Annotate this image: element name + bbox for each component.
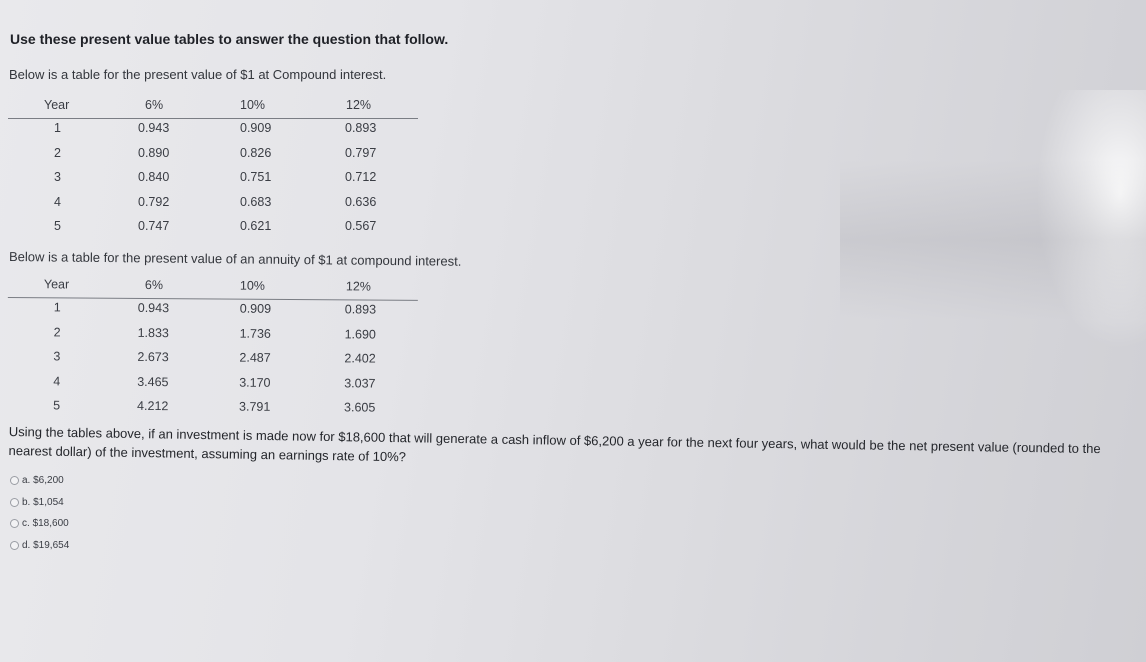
year-cell: 1 — [54, 121, 61, 135]
year-cell: 5 — [53, 398, 61, 413]
table-row — [8, 298, 418, 325]
table2-caption: Below is a table for the present value of an annuity of $1 at compound interest. — [8, 249, 462, 269]
radio-button-c[interactable] — [10, 519, 19, 528]
year-cell: 2 — [54, 145, 61, 160]
value-cell: 3.465 — [137, 374, 169, 389]
column-header-10pct: 10% — [240, 98, 266, 112]
option-letter: a. — [22, 475, 31, 487]
year-cell: 4 — [53, 373, 61, 388]
table-header — [8, 275, 418, 301]
value-cell: 0.712 — [345, 170, 377, 184]
column-header-6pct: 6% — [144, 277, 164, 293]
option-value: $6,200 — [33, 475, 64, 487]
answer-option-c[interactable] — [10, 513, 69, 535]
value-cell: 0.683 — [240, 194, 272, 209]
year-cell: 4 — [54, 194, 61, 209]
question-text: Using the tables above, if an investment is made now for $18,600 that will generate a cash inflow of $6,200 a year for the next four years, what would be the net present value (rounded to the nearest dollar) of the investment, assuming an earnings rate of 10%? — [8, 423, 1101, 465]
value-cell: 0.909 — [240, 121, 272, 135]
year-cell: 5 — [54, 219, 61, 233]
year-cell: 1 — [53, 300, 61, 315]
table1-caption: Below is a table for the present value of $1 at Compound interest. — [9, 67, 387, 82]
year-cell: 2 — [53, 324, 61, 339]
option-value: $18,600 — [32, 518, 69, 530]
value-cell: 1.833 — [137, 325, 169, 340]
table-row — [8, 119, 418, 144]
column-header-6pct: 6% — [145, 98, 164, 112]
column-header-12pct: 12% — [345, 279, 372, 294]
answer-option-a[interactable] — [10, 470, 69, 492]
screen-shadow — [840, 160, 1146, 320]
value-cell: 2.402 — [344, 351, 376, 366]
column-header-year: Year — [44, 98, 70, 112]
value-cell: 3.037 — [344, 375, 376, 391]
column-header-year: Year — [43, 277, 70, 292]
value-cell: 4.212 — [137, 398, 169, 414]
value-cell: 1.736 — [239, 326, 271, 341]
table-row — [8, 168, 418, 193]
column-header-10pct: 10% — [239, 278, 266, 293]
value-cell: 0.747 — [138, 219, 170, 233]
value-cell: 0.636 — [345, 194, 377, 209]
value-cell: 0.797 — [345, 145, 377, 160]
table-header — [8, 96, 418, 119]
option-letter: c. — [22, 518, 30, 530]
answer-option-d[interactable] — [10, 535, 69, 557]
value-cell: 1.690 — [344, 326, 376, 342]
answer-choices — [10, 470, 69, 556]
value-cell: 0.909 — [239, 301, 272, 316]
table-row — [8, 217, 418, 242]
option-letter: b. — [22, 496, 31, 508]
value-cell: 0.792 — [138, 194, 170, 209]
value-cell: 0.893 — [344, 302, 377, 317]
instructions-heading: Use these present value tables to answer the question that follow. — [10, 31, 449, 47]
value-cell: 0.567 — [345, 219, 377, 233]
value-cell: 2.673 — [137, 349, 169, 365]
present-value-table — [8, 96, 418, 242]
value-cell: 0.943 — [138, 121, 170, 135]
value-cell: 3.170 — [239, 375, 271, 390]
annuity-table — [7, 275, 418, 423]
value-cell: 0.751 — [240, 170, 272, 184]
value-cell: 0.893 — [345, 121, 377, 135]
year-cell: 3 — [53, 349, 61, 364]
value-cell: 3.791 — [239, 399, 271, 414]
value-cell: 3.605 — [344, 400, 376, 415]
radio-button-a[interactable] — [10, 476, 19, 485]
value-cell: 0.890 — [138, 145, 170, 160]
answer-option-b[interactable] — [10, 492, 69, 514]
table-row — [7, 347, 417, 374]
value-cell: 0.840 — [138, 170, 170, 184]
option-value: $19,654 — [33, 539, 70, 551]
column-header-12pct: 12% — [346, 98, 372, 112]
table-row — [8, 144, 418, 169]
table-row — [7, 396, 417, 423]
value-cell: 0.621 — [240, 219, 272, 233]
value-cell: 0.943 — [137, 300, 170, 316]
year-cell: 3 — [54, 170, 61, 184]
option-letter: d. — [22, 539, 31, 551]
radio-button-d[interactable] — [10, 541, 19, 550]
value-cell: 2.487 — [239, 350, 271, 365]
option-value: $1,054 — [33, 496, 64, 508]
table-row — [7, 322, 417, 349]
radio-button-b[interactable] — [10, 498, 19, 507]
table-row — [8, 193, 418, 218]
value-cell: 0.826 — [240, 145, 272, 160]
table-row — [7, 371, 417, 398]
